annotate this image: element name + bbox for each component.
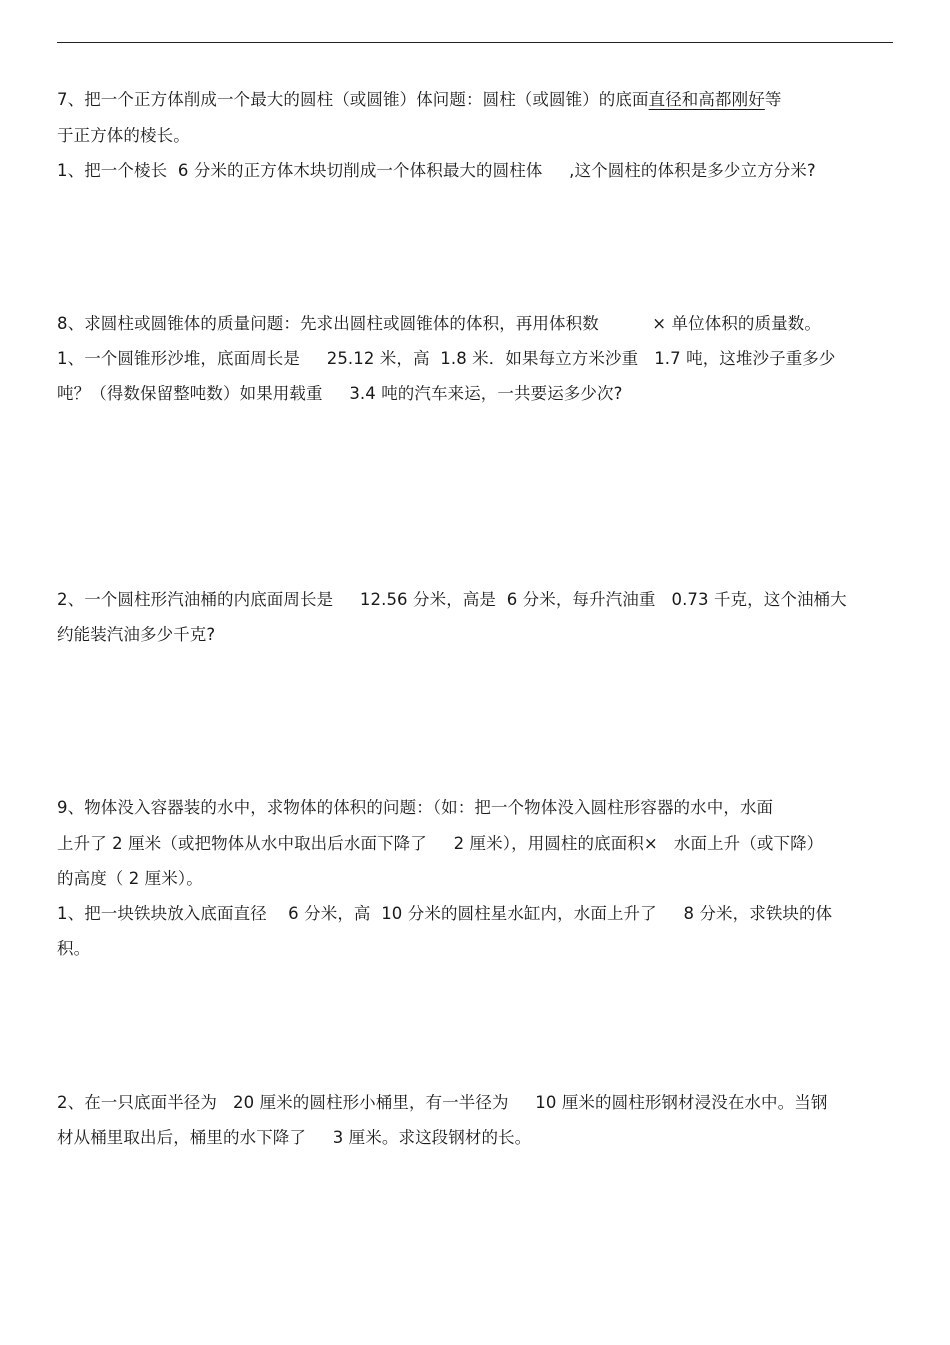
- section-9-question-1-line1: 1、把一块铁块放入底面直径 6 分米，高 10 分米的圆柱星水缸内，水面上升了 8 分米，求铁块的体: [57, 904, 833, 923]
- section-8-question-1-line2: 吨？（得数保留整吨数）如果用载重 3.4 吨的汽车来运，一共要运多少次?: [57, 384, 623, 403]
- section-9-heading-line2: 上升了 2 厘米（或把物体从水中取出后水面下降了 2 厘米），用圆柱的底面积× 水面上升（或下降）: [57, 834, 824, 853]
- section-7-heading-text: 7、把一个正方体削成一个最大的圆柱（或圆锥）体问题：圆柱（或圆锥）的底面: [57, 90, 649, 109]
- section-7-heading-line2: 于正方体的棱长。: [57, 126, 190, 145]
- section-8-heading: 8、求圆柱或圆锥体的质量问题：先求出圆柱或圆锥体的体积，再用体积数 × 单位体积的质量数。: [57, 314, 821, 333]
- section-7-question-1: 1、把一个棱长 6 分米的正方体木块切削成一个体积最大的圆柱体 ,这个圆柱的体积是多少立方分米?: [57, 161, 816, 180]
- section-7-heading-tail: 等: [764, 90, 782, 109]
- section-8-question-1-line1: 1、一个圆锥形沙堆，底面周长是 25.12 米，高 1.8 米．如果每立方米沙重 1.7 吨，这堆沙子重多少: [57, 349, 836, 368]
- section-7-heading-underlined: 直径和高都刚好: [648, 90, 765, 109]
- section-9-question-1-line2: 积。: [57, 939, 91, 958]
- section-9-question-2-line2: 材从桶里取出后，桶里的水下降了 3 厘米。求这段钢材的长。: [57, 1128, 532, 1147]
- section-9-question-2-line1: 2、在一只底面半径为 20 厘米的圆柱形小桶里，有一半径为 10 厘米的圆柱形钢材浸没在水中。当钢: [57, 1093, 828, 1112]
- section-7-heading: [57, 89, 781, 111]
- header-rule: [57, 42, 893, 43]
- section-8-question-2-line1: 2、一个圆柱形汽油桶的内底面周长是 12.56 分米，高是 6 分米，每升汽油重 0.73 千克，这个油桶大: [57, 590, 847, 609]
- section-8-question-2-line2: 约能装汽油多少千克?: [57, 625, 216, 644]
- section-9-heading-line3: 的高度（ 2 厘米）。: [57, 869, 203, 888]
- section-9-heading-line1: 9、物体没入容器装的水中，求物体的体积的问题：（如：把一个物体没入圆柱形容器的水中，水面: [57, 798, 774, 817]
